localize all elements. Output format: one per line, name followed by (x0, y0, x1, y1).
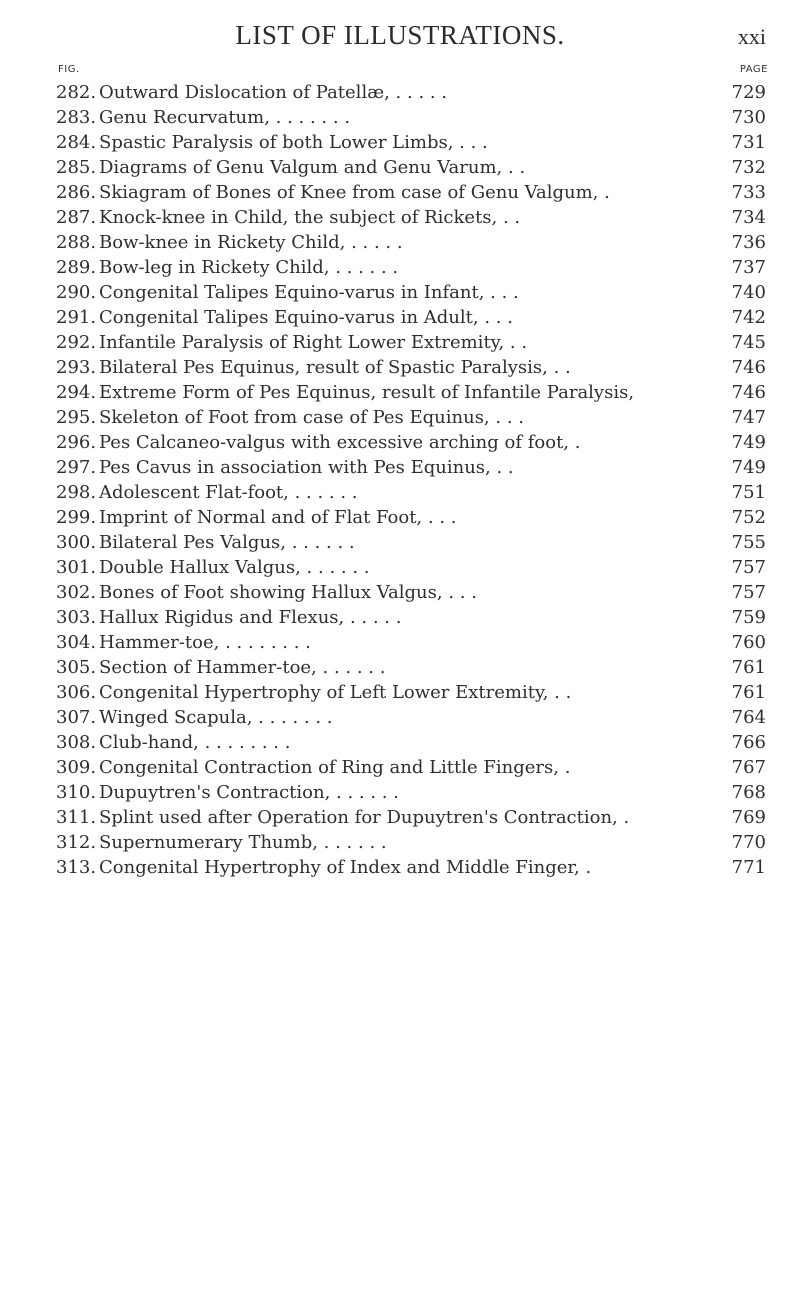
page-column-label: PAGE (739, 64, 768, 75)
list-item (0, 730, 800, 755)
figure-number: 313. (56, 857, 97, 878)
figure-page: 737 (731, 257, 766, 278)
list-item (0, 655, 800, 680)
figure-title: Hallux Rigidus and Flexus, . . . . . (99, 607, 402, 628)
figure-number: 289. (56, 257, 97, 278)
figure-title: Winged Scapula, . . . . . . . (99, 707, 333, 728)
list-item (0, 780, 800, 805)
figure-page: 729 (731, 82, 766, 103)
list-item (0, 755, 800, 780)
figure-page: 734 (731, 207, 766, 228)
figure-title: Bow-knee in Rickety Child, . . . . . (99, 232, 403, 253)
figure-page: 767 (731, 757, 766, 778)
figure-number: 288. (56, 232, 97, 253)
list-item (0, 680, 800, 705)
figure-page: 757 (731, 582, 766, 603)
list-item (0, 705, 800, 730)
figure-page: 760 (731, 632, 766, 653)
figure-number: 306. (56, 682, 97, 703)
figure-page: 752 (731, 507, 766, 528)
figure-page: 731 (731, 132, 766, 153)
figure-title: Adolescent Flat-foot, . . . . . . (99, 482, 358, 503)
figure-page: 761 (731, 657, 766, 678)
column-labels (0, 64, 800, 78)
figure-title: Supernumerary Thumb, . . . . . . (99, 832, 387, 853)
figure-title: Congenital Hypertrophy of Left Lower Extremity, . . (99, 682, 572, 703)
page-number: xxi (737, 24, 766, 49)
figure-title: Genu Recurvatum, . . . . . . . (99, 107, 351, 128)
figure-page: 770 (731, 832, 766, 853)
list-item (0, 305, 800, 330)
figure-number: 291. (56, 307, 97, 328)
figure-title: Club-hand, . . . . . . . . (99, 732, 291, 753)
list-item (0, 105, 800, 130)
figure-title: Spastic Paralysis of both Lower Limbs, . . . (99, 132, 488, 153)
figure-page: 769 (731, 807, 766, 828)
list-item (0, 130, 800, 155)
figure-number: 286. (56, 182, 97, 203)
list-item (0, 630, 800, 655)
figure-number: 284. (56, 132, 97, 153)
figure-title: Infantile Paralysis of Right Lower Extremity, . . (99, 332, 528, 353)
figure-number: 285. (56, 157, 97, 178)
figure-title: Congenital Talipes Equino-varus in Infant, . . . (99, 282, 519, 303)
figure-title: Double Hallux Valgus, . . . . . . (99, 557, 370, 578)
figure-title: Congenital Talipes Equino-varus in Adult, . . . (99, 307, 513, 328)
figure-number: 290. (56, 282, 97, 303)
figure-number: 301. (56, 557, 97, 578)
list-item (0, 80, 800, 105)
list-item (0, 555, 800, 580)
list-item (0, 330, 800, 355)
figure-number: 294. (56, 382, 97, 403)
figure-title: Extreme Form of Pes Equinus, result of Infantile Paralysis, (99, 382, 635, 403)
figure-title: Diagrams of Genu Valgum and Genu Varum, . . (99, 157, 526, 178)
list-item (0, 530, 800, 555)
figure-title: Bilateral Pes Equinus, result of Spastic Paralysis, . . (99, 357, 571, 378)
figure-page: 745 (731, 332, 766, 353)
figure-page: 749 (731, 457, 766, 478)
figure-title: Skiagram of Bones of Knee from case of Genu Valgum, . (99, 182, 610, 203)
figure-page: 771 (731, 857, 766, 878)
list-item (0, 830, 800, 855)
figure-title: Hammer-toe, . . . . . . . . (99, 632, 311, 653)
figure-page: 736 (731, 232, 766, 253)
figure-page: 740 (731, 282, 766, 303)
figure-title: Dupuytren's Contraction, . . . . . . (99, 782, 399, 803)
figure-number: 308. (56, 732, 97, 753)
figure-title: Splint used after Operation for Dupuytren's Contraction, . (99, 807, 630, 828)
list-item (0, 430, 800, 455)
list-item (0, 155, 800, 180)
figure-number: 300. (56, 532, 97, 553)
figure-number: 296. (56, 432, 97, 453)
figure-number: 305. (56, 657, 97, 678)
list-item (0, 405, 800, 430)
figure-title: Bones of Foot showing Hallux Valgus, . . . (99, 582, 477, 603)
figure-title: Bilateral Pes Valgus, . . . . . . (99, 532, 355, 553)
page-header (0, 20, 800, 56)
figure-number: 292. (56, 332, 97, 353)
list-item (0, 255, 800, 280)
list-item (0, 180, 800, 205)
figure-page: 742 (731, 307, 766, 328)
figure-page: 759 (731, 607, 766, 628)
figure-title: Section of Hammer-toe, . . . . . . (99, 657, 386, 678)
figure-number: 311. (56, 807, 97, 828)
figure-title: Bow-leg in Rickety Child, . . . . . . (99, 257, 399, 278)
figure-number: 287. (56, 207, 97, 228)
figure-number: 298. (56, 482, 97, 503)
list-item (0, 805, 800, 830)
figure-page: 755 (731, 532, 766, 553)
list-item (0, 505, 800, 530)
figure-number: 299. (56, 507, 97, 528)
figure-number: 307. (56, 707, 97, 728)
figure-page: 746 (731, 382, 766, 403)
list-item (0, 455, 800, 480)
figure-page: 732 (731, 157, 766, 178)
figure-title: Pes Calcaneo-valgus with excessive arching of foot, . (99, 432, 581, 453)
figure-number: 309. (56, 757, 97, 778)
figure-page: 757 (731, 557, 766, 578)
figure-number: 297. (56, 457, 97, 478)
figure-page: 746 (731, 357, 766, 378)
figure-number: 293. (56, 357, 97, 378)
list-item (0, 855, 800, 880)
figure-title: Congenital Hypertrophy of Index and Middle Finger, . (99, 857, 592, 878)
figure-title: Knock-knee in Child, the subject of Rickets, . . (99, 207, 521, 228)
fig-column-label: FIG. (58, 64, 80, 75)
list-item (0, 280, 800, 305)
illustration-list (0, 80, 800, 880)
figure-number: 282. (56, 82, 97, 103)
figure-title: Outward Dislocation of Patellæ, . . . . . (99, 82, 448, 103)
figure-page: 733 (731, 182, 766, 203)
figure-number: 304. (56, 632, 97, 653)
figure-page: 768 (731, 782, 766, 803)
figure-page: 764 (731, 707, 766, 728)
list-item (0, 605, 800, 630)
figure-page: 761 (731, 682, 766, 703)
figure-number: 302. (56, 582, 97, 603)
figure-title: Imprint of Normal and of Flat Foot, . . . (99, 507, 457, 528)
figure-page: 766 (731, 732, 766, 753)
figure-page: 747 (731, 407, 766, 428)
figure-number: 310. (56, 782, 97, 803)
figure-page: 730 (731, 107, 766, 128)
list-item (0, 355, 800, 380)
list-item (0, 205, 800, 230)
list-item (0, 230, 800, 255)
list-item (0, 480, 800, 505)
running-title: LIST OF ILLUSTRATIONS. (235, 20, 565, 50)
list-item (0, 380, 800, 405)
figure-page: 749 (731, 432, 766, 453)
figure-title: Congenital Contraction of Ring and Little Fingers, . (99, 757, 571, 778)
figure-number: 303. (56, 607, 97, 628)
figure-title: Skeleton of Foot from case of Pes Equinus, . . . (99, 407, 524, 428)
figure-number: 283. (56, 107, 97, 128)
figure-page: 751 (731, 482, 766, 503)
figure-title: Pes Cavus in association with Pes Equinus, . . (99, 457, 514, 478)
figure-number: 295. (56, 407, 97, 428)
list-item (0, 580, 800, 605)
figure-number: 312. (56, 832, 97, 853)
